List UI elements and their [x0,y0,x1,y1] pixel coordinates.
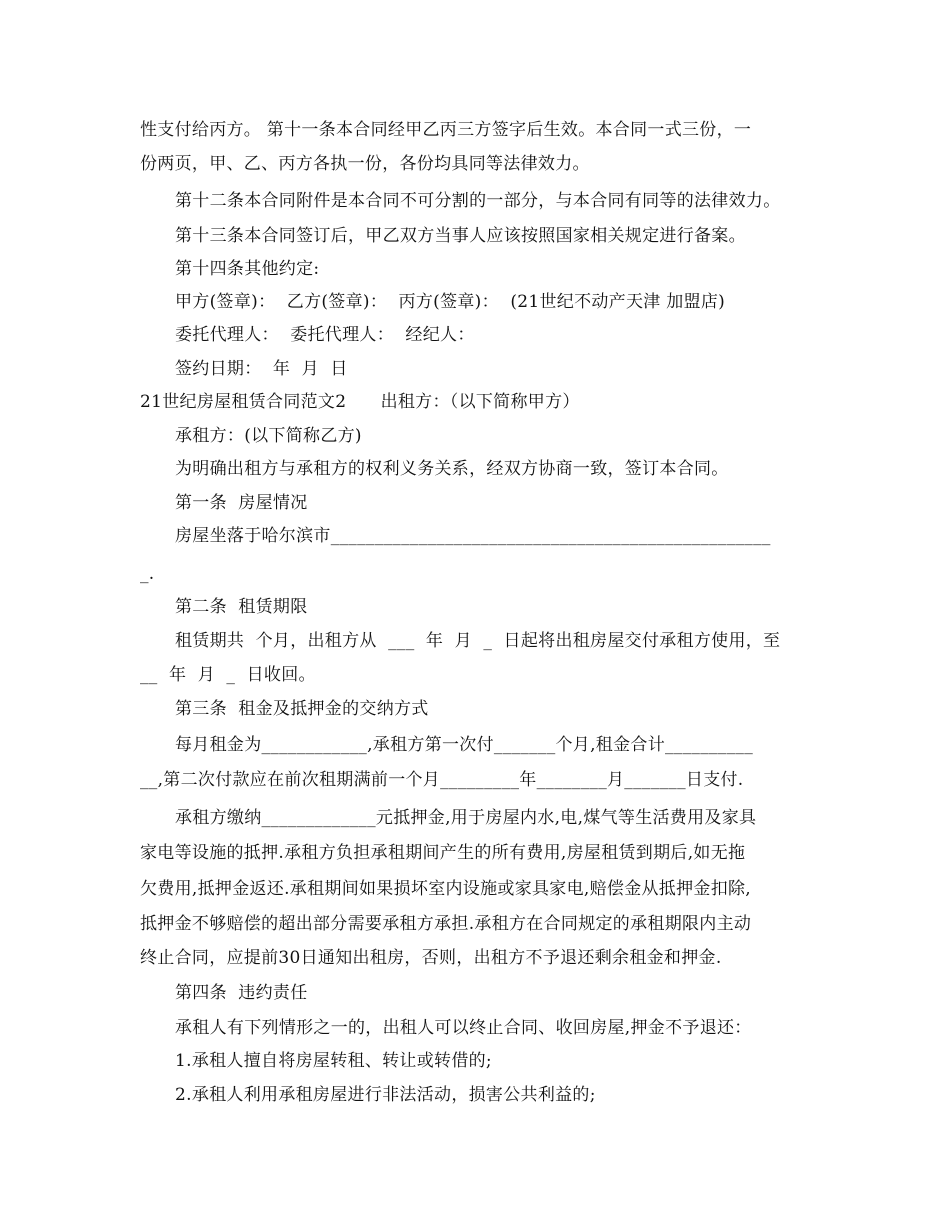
text-line: 房屋坐落于哈尔滨市__________________________________________________ [175,526,771,546]
article-heading: 第四条 违约责任 [175,983,308,1003]
text-line: 甲方(签章)： 乙方(签章)： 丙方(签章)： (21世纪不动产天津 加盟店) [175,292,726,312]
text-line: 抵押金不够赔偿的超出部分需要承租方承担.承租方在合同规定的承租期限内主动 [140,914,752,934]
text-line: 第十四条其他约定: [175,259,320,279]
text-line: 家电等设施的抵押.承租方负担承租期间产生的所有费用,房屋租赁到期后,如无拖 [140,843,746,863]
text-line: 性支付给丙方。 第十一条本合同经甲乙丙三方签字后生效。本合同一式三份，一 [140,120,752,140]
text-line: __ 年 月 _ 日收回。 [140,665,316,685]
text-line: 承租人有下列情形之一的，出租人可以终止合同、收回房屋,押金不予退还： [175,1018,752,1038]
text-line: 签约日期： 年 月 日 [175,359,348,379]
text-line: 终止合同，应提前30日通知出租房，否则，出租方不予退还剩余租金和押金. [140,948,722,968]
text-line: 欠费用,抵押金返还.承租期间如果损坏室内设施或家具家电,赔偿金从抵押金扣除, [140,879,752,899]
text-line: 委托代理人： 委托代理人： 经纪人： [175,325,475,345]
section-heading: 21世纪房屋租赁合同范文2 出租方：（以下简称甲方） [140,392,580,412]
text-line: 第十二条本合同附件是本合同不可分割的一部分，与本合同有同等的法律效力。 [175,191,781,211]
list-item: 1.承租人擅自将房屋转租、转让或转借的; [175,1051,492,1071]
text-line: __,第二次付款应在前次租期满前一个月_________年________月_______日支付. [140,770,744,790]
text-line: 每月租金为____________,承租方第一次付_______个月,租金合计__________ [175,735,754,755]
text-line: 份两页，甲、乙、丙方各执一份，各份均具同等法律效力。 [140,154,590,174]
article-heading: 第一条 房屋情况 [175,493,308,513]
list-item: 2.承租人利用承租房屋进行非法活动，损害公共利益的; [175,1085,596,1105]
text-line: 为明确出租方与承租方的权利义务关系，经双方协商一致，签订本合同。 [175,459,729,479]
text-line: 第十三条本合同签订后，甲乙双方当事人应该按照国家相关规定进行备案。 [175,226,746,246]
text-line: 承租方：(以下简称乙方) [175,426,362,446]
text-line: _. [140,564,155,584]
article-heading: 第三条 租金及抵押金的交纳方式 [175,699,429,719]
article-heading: 第二条 租赁期限 [175,597,308,617]
text-line: 承租方缴纳_____________元抵押金,用于房屋内水,电,煤气等生活费用及家具 [175,808,757,828]
text-line: 租赁期共 个月，出租方从 ___ 年 月 _ 日起将出租房屋交付承租方使用，至 [175,631,781,651]
